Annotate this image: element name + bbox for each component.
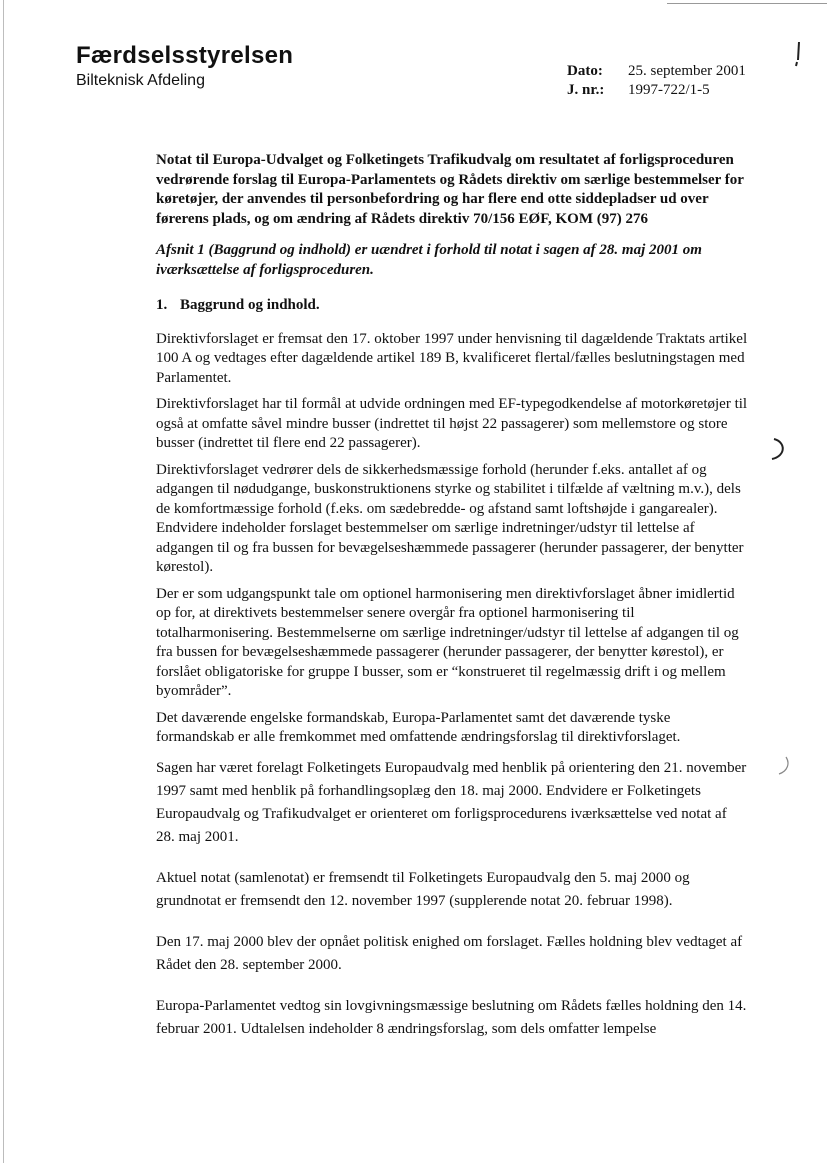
- paragraph: Direktivforslaget er fremsat den 17. oktober 1997 under henvisning til dagældende Traktats artikel 100 A og vedtages efter dagældende artikel 189 B, kvalificeret flertal/fælles beslutningstagen med Parlamentet.: [156, 330, 748, 386]
- intro-note: Afsnit 1 (Baggrund og indhold) er uændret i forhold til notat i sagen af 28. maj 2001 om iværksættelse af forligsproceduren.: [156, 242, 702, 278]
- date-label: Dato:: [567, 63, 603, 79]
- scan-artifact-mark: [792, 40, 804, 70]
- scan-artifact-mark: [768, 436, 790, 462]
- date-row: [567, 62, 746, 81]
- letterhead: [76, 42, 293, 90]
- section-heading: [156, 296, 748, 316]
- reference-row: [567, 81, 746, 100]
- paragraph: Den 17. maj 2000 blev der opnået politisk enighed om forslaget. Fælles holdning blev vedtaget af Rådet den 28. september 2000.: [156, 933, 743, 973]
- document-meta: [567, 62, 746, 100]
- paragraph: Aktuel notat (samlenotat) er fremsendt til Folketingets Europaudvalg den 5. maj 2000 og grundnotat er fremsendt den 12. november 1997 (supplerende notat 20. februar 1998).: [156, 869, 690, 909]
- date-value: 25. september 2001: [628, 63, 746, 79]
- organization-name: Færdselsstyrelsen: [76, 42, 294, 69]
- paragraph: Direktivforslaget har til formål at udvide ordningen med EF-typegodkendelse af motorkøretøjer til også at omfatte såvel mindre busser (indrettet til højst 22 passagerer) som mellemstore og store busser (indrettet til flere end 22 passagerer).: [156, 396, 748, 451]
- section-number: 1.: [156, 297, 168, 313]
- reference-value: 1997-722/1-5: [628, 82, 710, 98]
- paragraph: Der er som udgangspunkt tale om optionel harmonisering men direktivforslaget åbner imidlertid op for, at direktivets bestemmelser senere overgår fra optionel harmonisering til totalharmonisering. Bestemmelserne om særlige indretninger/udstyr til lettelse af adgangen til og fra bussen for bevægelseshæmmede passagerer (herunder passagerer, der benytter kørestol), er forslået obligatoriske for gruppe I busser, som er “konstrueret til regelmæssig drift i og mellem byområder”.: [156, 585, 739, 699]
- document-title: Notat til Europa-Udvalget og Folketingets Trafikudvalg om resultatet af forligsproceduren vedrørende forslag til Europa-Parlamentets og Rådets direktiv om særlige bestemmelser for køretøjer, der anvendes til personbefordring og har flere end otte siddepladser ud over førerens plads, og om ændring af Rådets direktiv 70/156 EØF, KOM (97) 276: [156, 152, 744, 227]
- paragraph: Det daværende engelske formandskab, Europa-Parlamentet samt det daværende tyske formandskab er alle fremkommet med omfattende ændringsforslag til direktivforslaget.: [156, 709, 681, 745]
- reference-label: J. nr.:: [567, 82, 605, 98]
- paragraph: Europa-Parlamentet vedtog sin lovgivningsmæssige beslutning om Rådets fælles holdning den 14. februar 2001. Udtalelsen indeholder 8 ændringsforslag, som dels omfatter lempelse: [156, 997, 747, 1037]
- department-name: Bilteknisk Afdeling: [76, 72, 205, 89]
- document-body: [156, 151, 748, 1059]
- paragraph: Sagen har været forelagt Folketingets Europaudvalg med henblik på orientering den 21. november 1997 samt med henblik på forhandlingsoplæg den 18. maj 2000. Endvidere er Folketingets Europaudvalg og Trafikudvalget er orienteret om forligsprocedurens iværksættelse ved notat af 28. maj 2001.: [156, 759, 747, 845]
- section-title: Baggrund og indhold.: [180, 297, 320, 313]
- scan-artifact-mark: [776, 755, 792, 777]
- paragraph: Direktivforslaget vedrører dels de sikkerhedsmæssige forhold (herunder f.eks. antallet af og adgangen til nødudgange, buskonstruktionens styrke og stabilitet i tilfælde af væltning m.v.), dels de komfortmæssige forhold (f.eks. om sædebredde- og afstand samt loftshøjde i gangarealer). Endvidere indeholder forslaget bestemmelser om særlige indretninger/udstyr til lettelse af adgangen til og fra bussen for bevægelseshæmmede passagerer (herunder passagerer, der benytter kørestol).: [156, 461, 744, 575]
- scan-edge-line: [3, 0, 4, 1163]
- scan-top-line: [667, 3, 827, 4]
